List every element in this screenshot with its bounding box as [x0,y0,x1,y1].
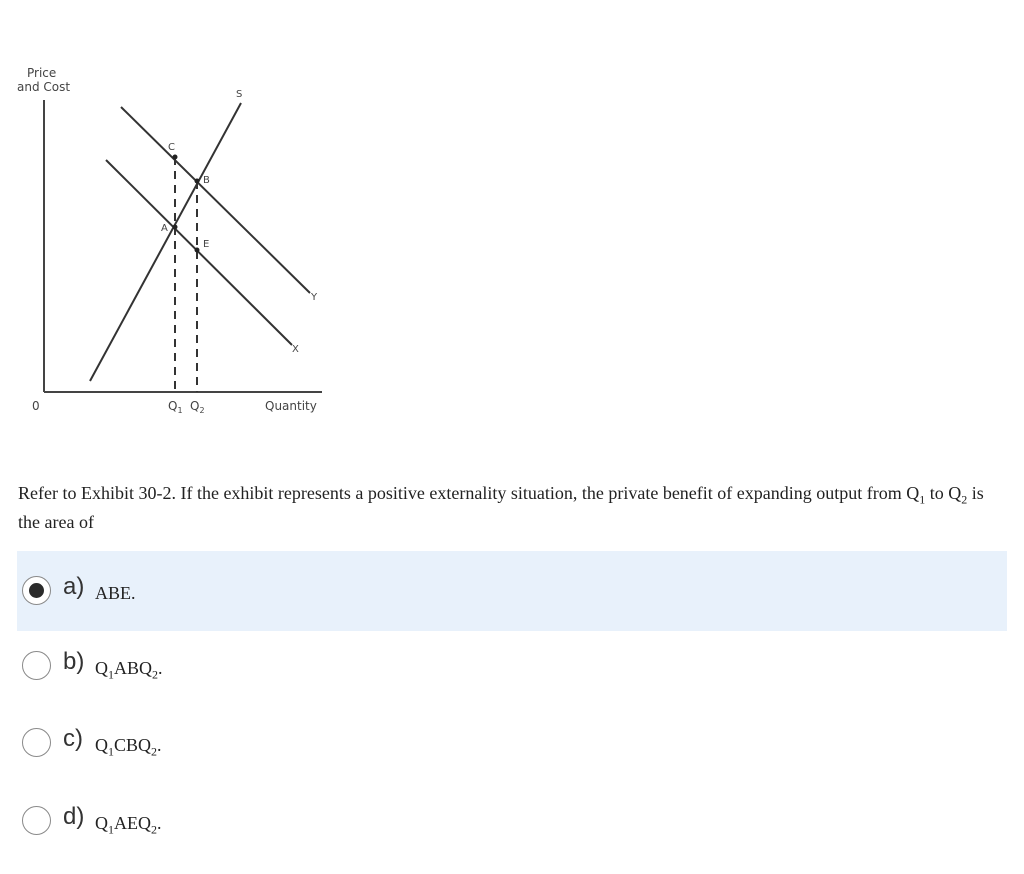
option-a-text: ABE. [95,583,136,603]
exhibit-30-2-graph [0,0,340,430]
option-c[interactable] [17,703,1007,783]
demand-curve-y [121,107,310,293]
option-a-radio[interactable] [22,576,51,605]
y-axis-label-line2: and Cost [17,80,71,94]
option-b-radio[interactable] [22,651,51,680]
point-b-label: B [203,175,210,186]
curve-x-label: X [292,344,299,355]
point-b-marker [195,179,200,184]
point-e-marker [195,248,200,253]
curve-s-label: S [236,89,243,100]
option-d[interactable] [17,781,1007,861]
point-a-marker [173,225,178,230]
option-a[interactable] [17,551,1007,631]
option-c-radio[interactable] [22,728,51,757]
point-c-marker [173,155,178,160]
q2-tick-label: $Q_2$ [190,399,205,415]
option-d-radio[interactable] [22,806,51,835]
option-d-letter: d) [63,803,85,830]
option-b-text: $Q_1ABQ_2$. [95,658,163,682]
radio-selected-dot [29,583,44,598]
supply-curve-s [90,103,241,381]
question-text: Refer to Exhibit 30-2. If the exhibit represents a positive externality situation, the private benefit of expanding output from $Q_1$ to $Q_2$ is the area of [18,483,984,532]
option-a-letter: a) [63,573,85,600]
option-b[interactable] [17,626,1007,706]
point-a-label: A [161,223,168,234]
option-c-letter: c) [63,725,83,752]
option-b-letter: b) [63,648,85,675]
origin-label: 0 [32,399,40,413]
option-c-text: $Q_1CBQ_2$. [95,735,162,759]
y-axis-label-line1: Price [27,66,57,80]
x-axis-label: Quantity [265,399,317,413]
point-e-label: E [203,239,210,250]
option-d-text: $Q_1AEQ_2$. [95,813,162,837]
q1-tick-label: $Q_1$ [168,399,183,415]
demand-curve-x [106,160,292,345]
curve-y-label: Y [311,292,318,303]
point-c-label: C [168,142,175,153]
